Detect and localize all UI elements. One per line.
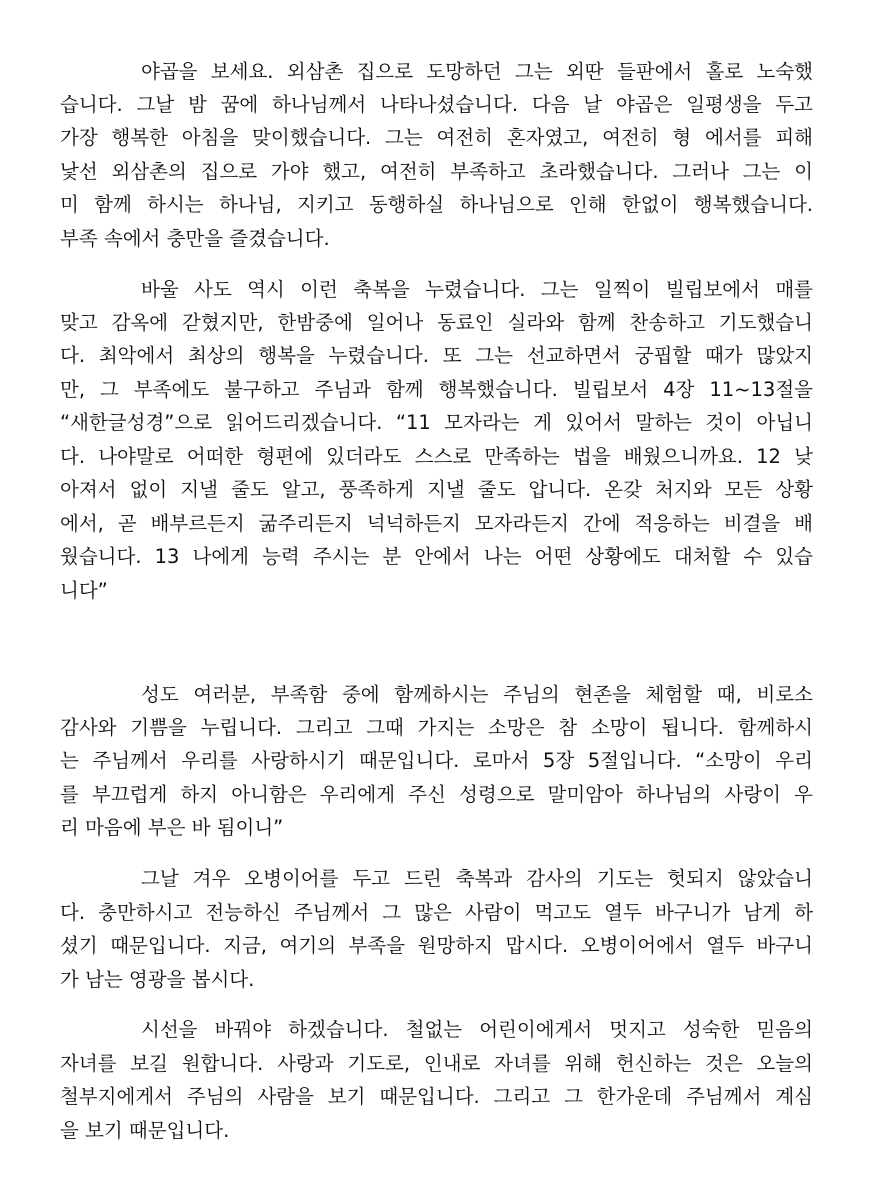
paragraph-line: 를 부끄럽게 하지 아니함은 우리에게 주신 성령으로 말미암아 하나님의 사랑이 우 <box>60 783 813 806</box>
paragraph-line: 맞고 감옥에 갇혔지만, 한밤중에 일어나 동료인 실라와 함께 찬송하고 기도했습니 <box>60 311 813 334</box>
paragraph-line: “새한글성경”으로 읽어드리겠습니다. “11 모자라는 게 있어서 말하는 것이 아닙니 <box>60 411 813 434</box>
paragraph-line: 시선을 바꿔야 하겠습니다. 철없는 어린이에게서 멋지고 성숙한 믿음의 <box>141 1018 813 1041</box>
paragraph-line: 리 마음에 부은 바 됨이니” <box>60 816 284 839</box>
paragraph-line: 바울 사도 역시 이런 축복을 누렸습니다. 그는 일찍이 빌립보에서 매를 <box>141 278 813 301</box>
paragraph-line: 는 주님께서 우리를 사랑하시기 때문입니다. 로마서 5장 5절입니다. “소망이 우리 <box>60 749 813 772</box>
paragraph-line: 웠습니다. 13 나에게 능력 주시는 분 안에서 나는 어떤 상황에도 대처할 수 있습 <box>60 545 813 568</box>
paragraph-line: 아져서 없이 지낼 줄도 알고, 풍족하게 지낼 줄도 압니다. 온갖 처지와 모든 상황 <box>60 478 813 501</box>
paragraph-line: 다. 최악에서 최상의 행복을 누렸습니다. 또 그는 선교하면서 궁핍할 때가 많았지 <box>60 344 813 367</box>
paragraph-line: 감사와 기쁨을 누립니다. 그리고 그때 가지는 소망은 참 소망이 됩니다. 함께하시 <box>60 716 813 739</box>
paragraph-line: 을 보기 때문입니다. <box>60 1119 230 1142</box>
paragraph-line: 낯선 외삼촌의 집으로 가야 했고, 여전히 부족하고 초라했습니다. 그러나 그는 이 <box>60 160 813 183</box>
paragraph-line: 습니다. 그날 밤 꿈에 하나님께서 나타나셨습니다. 다음 날 야곱은 일평생을 두고 <box>60 93 813 116</box>
paragraph-line: 미 함께 하시는 하나님, 지키고 동행하실 하나님으로 인해 한없이 행복했습니다. <box>60 193 813 216</box>
paragraph-line: 자녀를 보길 원합니다. 사랑과 기도로, 인내로 자녀를 위해 헌신하는 것은 오늘의 <box>60 1052 813 1075</box>
paragraph-line: 다. 충만하시고 전능하신 주님께서 그 많은 사람이 먹고도 열두 바구니가 남게 하 <box>60 901 813 924</box>
paragraph-line: 니다” <box>60 579 108 602</box>
paragraph-line: 철부지에게서 주님의 사람을 보기 때문입니다. 그리고 그 한가운데 주님께서 계심 <box>60 1085 813 1108</box>
paragraph-line: 가 남는 영광을 봅시다. <box>60 968 255 991</box>
paragraph-line: 부족 속에서 충만을 즐겼습니다. <box>60 227 330 250</box>
paragraph-line: 만, 그 부족에도 불구하고 주님과 함께 행복했습니다. 빌립보서 4장 11~13절을 <box>60 378 813 401</box>
paragraph-line: 에서, 곧 배부르든지 굶주리든지 넉넉하든지 모자라든지 간에 적응하는 비결을 배 <box>60 512 813 535</box>
paragraph-line: 야곱을 보세요. 외삼촌 집으로 도망하던 그는 외딴 들판에서 홀로 노숙했 <box>141 60 813 83</box>
paragraph-line: 셨기 때문입니다. 지금, 여기의 부족을 원망하지 맙시다. 오병이어에서 열두 바구니 <box>60 934 813 957</box>
paragraph-line: 가장 행복한 아침을 맞이했습니다. 그는 여전히 혼자였고, 여전히 형 에서를 피해 <box>60 126 813 149</box>
paragraph-line: 다. 나야말로 어떠한 형편에 있더라도 스스로 만족하는 법을 배웠으니까요. 12 낮 <box>60 445 813 468</box>
paragraph-line: 성도 여러분, 부족함 중에 함께하시는 주님의 현존을 체험할 때, 비로소 <box>141 683 813 706</box>
paragraph-line: 그날 겨우 오병이어를 두고 드린 축복과 감사의 기도는 헛되지 않았습니 <box>141 867 813 890</box>
